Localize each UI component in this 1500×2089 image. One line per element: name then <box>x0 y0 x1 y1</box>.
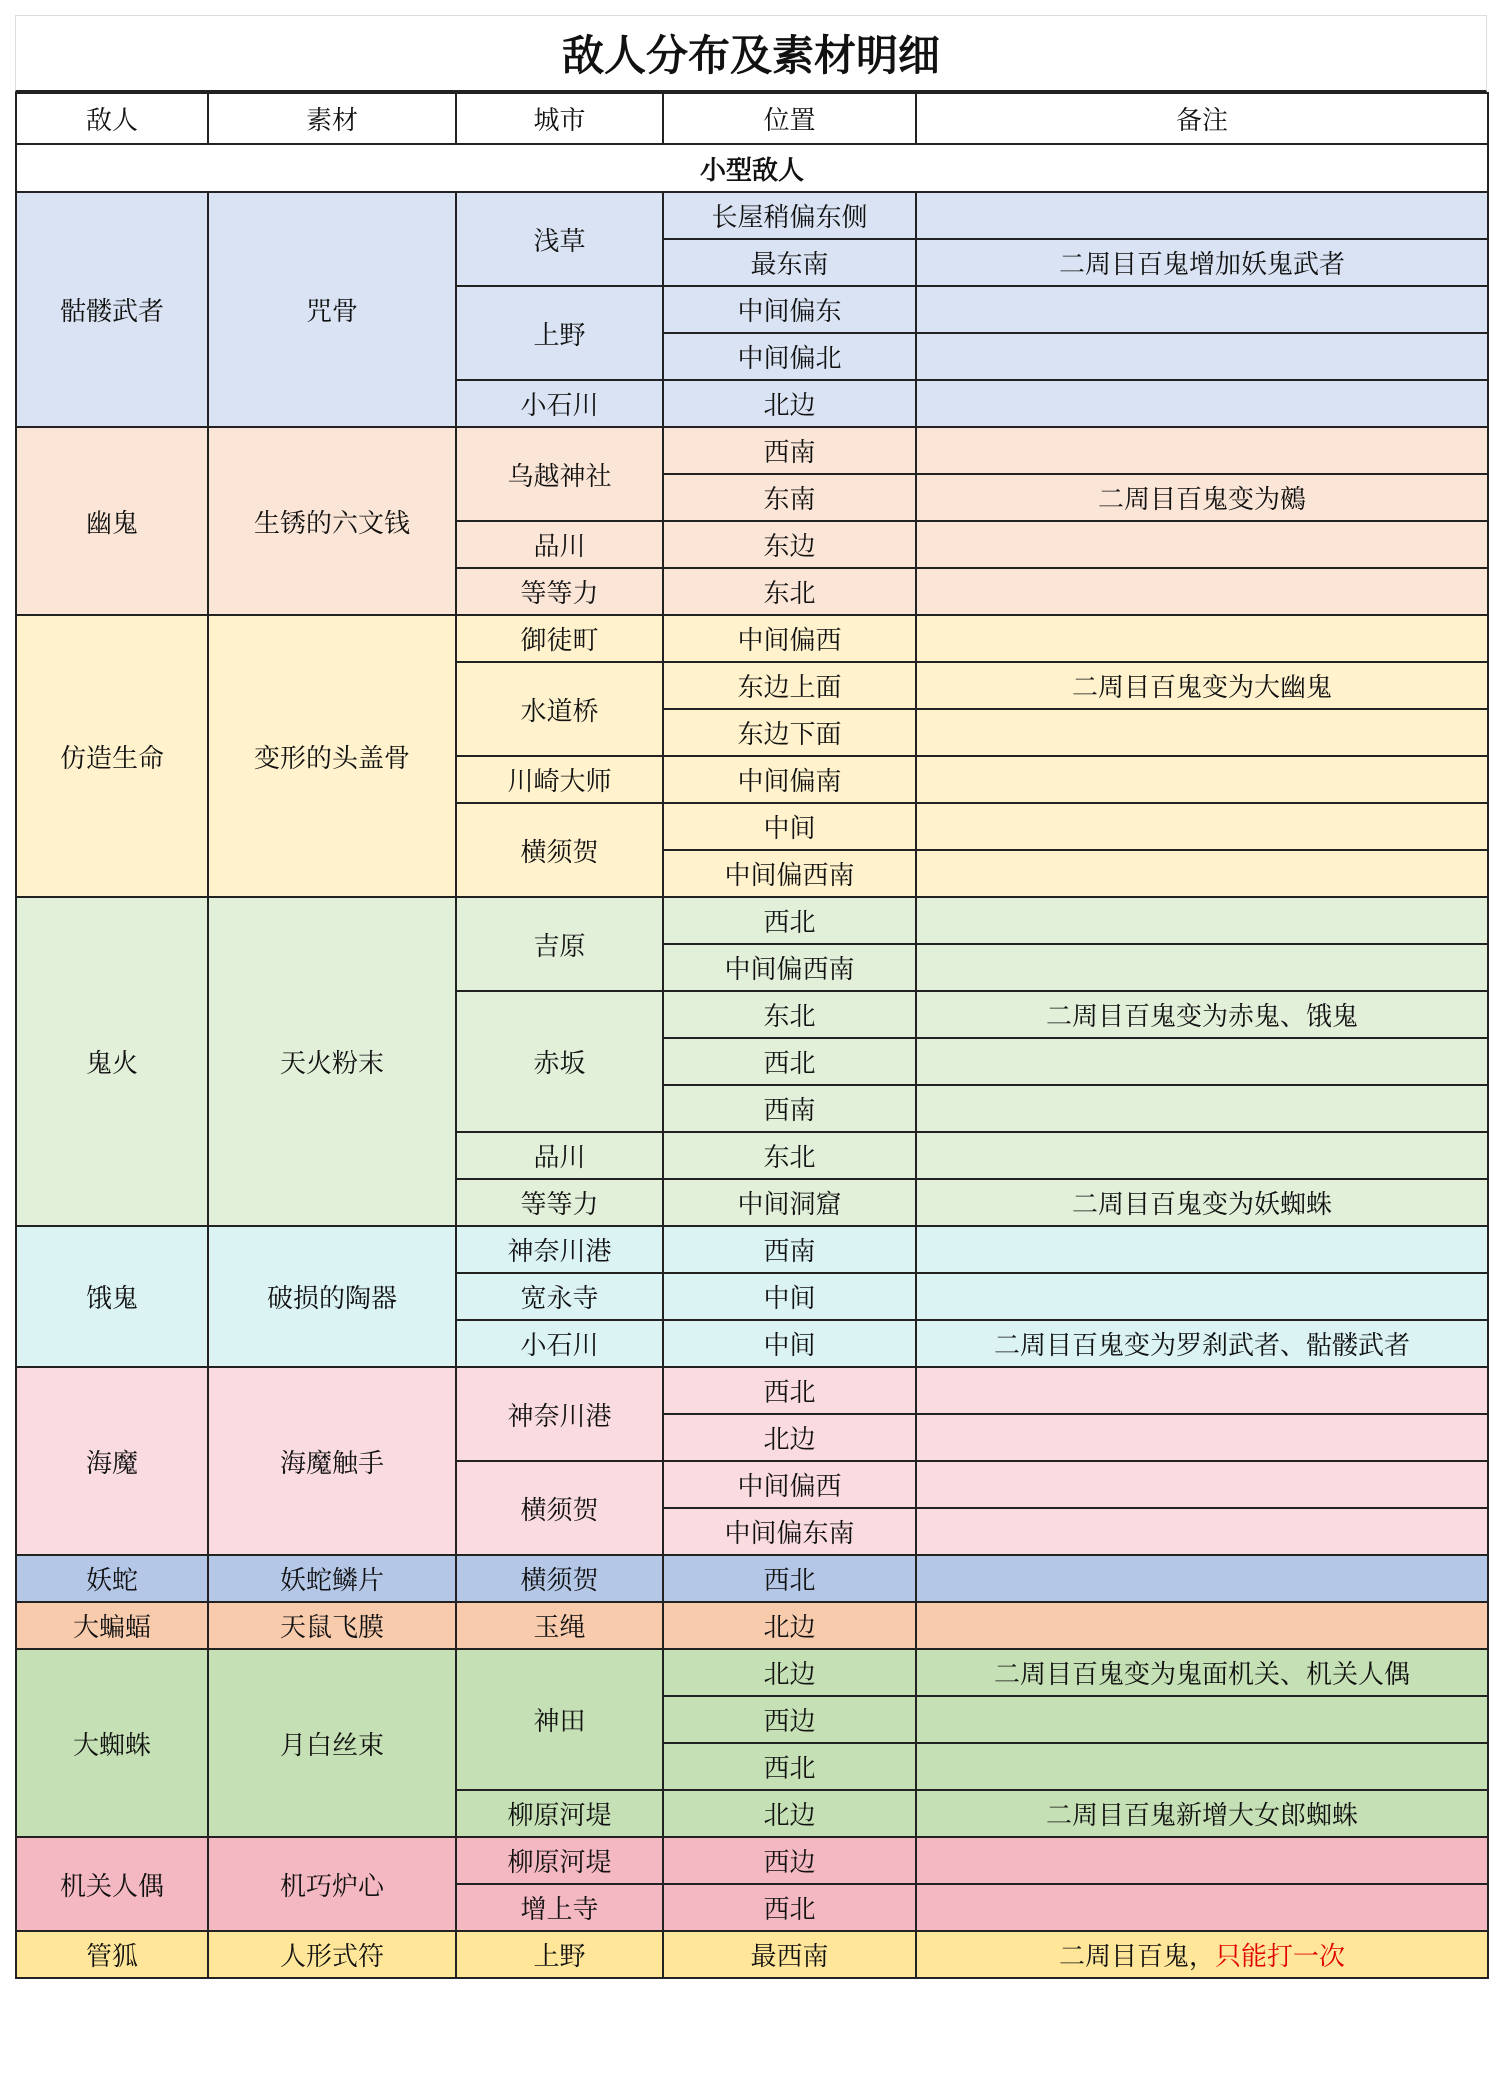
spreadsheet <box>15 15 1487 1979</box>
enemy-cell: 仿造生命 <box>16 615 208 897</box>
position-cell: 西北 <box>663 1884 916 1931</box>
enemy-cell: 妖蛇 <box>16 1555 208 1602</box>
note-cell <box>916 1555 1488 1602</box>
section-row <box>16 144 1488 192</box>
material-cell: 机巧炉心 <box>208 1837 456 1931</box>
city-cell: 横须贺 <box>456 1461 663 1555</box>
enemy-cell: 大蜘蛛 <box>16 1649 208 1837</box>
enemy-cell: 鬼火 <box>16 897 208 1226</box>
note-cell <box>916 1038 1488 1085</box>
material-cell: 天火粉末 <box>208 897 456 1226</box>
city-cell: 品川 <box>456 521 663 568</box>
note-highlight-text: 只能打一次 <box>1215 1942 1346 1972</box>
city-cell: 横须贺 <box>456 1555 663 1602</box>
enemy-cell: 幽鬼 <box>16 427 208 615</box>
material-cell: 天鼠飞膜 <box>208 1602 456 1649</box>
position-cell: 中间 <box>663 803 916 850</box>
position-cell: 东边上面 <box>663 662 916 709</box>
page-title: 敌人分布及素材明细 <box>15 15 1487 92</box>
city-cell: 小石川 <box>456 380 663 427</box>
position-cell: 中间偏北 <box>663 333 916 380</box>
city-cell: 品川 <box>456 1132 663 1179</box>
note-text: 二周目百鬼变为鵺 <box>1097 485 1306 515</box>
note-cell <box>916 1320 1488 1367</box>
enemy-cell: 机关人偶 <box>16 1837 208 1931</box>
position-cell: 中间偏西 <box>663 1461 916 1508</box>
note-cell <box>916 427 1488 474</box>
city-cell: 宽永寺 <box>456 1273 663 1320</box>
city-cell: 横须贺 <box>456 803 663 897</box>
position-cell: 中间 <box>663 1320 916 1367</box>
table-row <box>16 1602 1488 1649</box>
header-position: 位置 <box>663 93 916 144</box>
enemy-cell: 骷髅武者 <box>16 192 208 427</box>
position-cell: 中间偏南 <box>663 756 916 803</box>
note-cell <box>916 521 1488 568</box>
position-cell: 中间偏西南 <box>663 850 916 897</box>
city-cell: 神奈川港 <box>456 1367 663 1461</box>
note-text: 二周目百鬼变为鬼面机关、机关人偶 <box>993 1660 1410 1690</box>
position-cell: 长屋稍偏东侧 <box>663 192 916 239</box>
note-cell <box>916 897 1488 944</box>
enemy-cell: 管狐 <box>16 1931 208 1978</box>
table-row <box>16 1555 1488 1602</box>
position-cell: 中间偏西 <box>663 615 916 662</box>
table-row <box>16 897 1488 944</box>
position-cell: 西北 <box>663 897 916 944</box>
note-cell <box>916 1696 1488 1743</box>
note-cell <box>916 1179 1488 1226</box>
note-cell <box>916 756 1488 803</box>
note-text: 二周目百鬼， <box>1058 1942 1215 1972</box>
material-cell: 生锈的六文钱 <box>208 427 456 615</box>
note-text: 二周目百鬼新增大女郎蜘蛛 <box>1045 1801 1358 1831</box>
city-cell: 御徒町 <box>456 615 663 662</box>
city-cell: 神田 <box>456 1649 663 1790</box>
table-row <box>16 1367 1488 1414</box>
position-cell: 最西南 <box>663 1931 916 1978</box>
position-cell: 北边 <box>663 1602 916 1649</box>
note-cell <box>916 474 1488 521</box>
material-cell: 破损的陶器 <box>208 1226 456 1367</box>
note-cell <box>916 850 1488 897</box>
note-cell <box>916 333 1488 380</box>
note-cell <box>916 1837 1488 1884</box>
city-cell: 赤坂 <box>456 991 663 1132</box>
enemy-cell: 大蝙蝠 <box>16 1602 208 1649</box>
note-text: 二周目百鬼变为赤鬼、饿鬼 <box>1045 1002 1358 1032</box>
note-cell <box>916 1085 1488 1132</box>
note-cell <box>916 803 1488 850</box>
city-cell: 上野 <box>456 286 663 380</box>
note-cell <box>916 1226 1488 1273</box>
note-text: 二周目百鬼增加妖鬼武者 <box>1058 250 1345 280</box>
header-row <box>16 93 1488 144</box>
position-cell: 西边 <box>663 1837 916 1884</box>
position-cell: 中间 <box>663 1273 916 1320</box>
material-cell: 变形的头盖骨 <box>208 615 456 897</box>
note-cell <box>916 568 1488 615</box>
position-cell: 北边 <box>663 380 916 427</box>
note-cell <box>916 991 1488 1038</box>
position-cell: 中间偏西南 <box>663 944 916 991</box>
note-cell <box>916 1132 1488 1179</box>
city-cell: 乌越神社 <box>456 427 663 521</box>
city-cell: 小石川 <box>456 1320 663 1367</box>
position-cell: 中间偏东 <box>663 286 916 333</box>
position-cell: 西南 <box>663 427 916 474</box>
city-cell: 玉绳 <box>456 1602 663 1649</box>
position-cell: 中间洞窟 <box>663 1179 916 1226</box>
position-cell: 东边 <box>663 521 916 568</box>
position-cell: 西北 <box>663 1367 916 1414</box>
material-cell: 咒骨 <box>208 192 456 427</box>
note-cell <box>916 615 1488 662</box>
position-cell: 中间偏东南 <box>663 1508 916 1555</box>
city-cell: 柳原河堤 <box>456 1837 663 1884</box>
position-cell: 西南 <box>663 1085 916 1132</box>
material-cell: 月白丝束 <box>208 1649 456 1837</box>
position-cell: 最东南 <box>663 239 916 286</box>
city-cell: 浅草 <box>456 192 663 286</box>
note-cell <box>916 1743 1488 1790</box>
material-cell: 妖蛇鳞片 <box>208 1555 456 1602</box>
note-cell <box>916 286 1488 333</box>
note-cell <box>916 1790 1488 1837</box>
position-cell: 北边 <box>663 1414 916 1461</box>
note-cell <box>916 1931 1488 1978</box>
note-cell <box>916 1273 1488 1320</box>
table-row <box>16 615 1488 662</box>
position-cell: 北边 <box>663 1790 916 1837</box>
position-cell: 东北 <box>663 568 916 615</box>
city-cell: 水道桥 <box>456 662 663 756</box>
header-enemy: 敌人 <box>16 93 208 144</box>
position-cell: 北边 <box>663 1649 916 1696</box>
city-cell: 神奈川港 <box>456 1226 663 1273</box>
note-cell <box>916 1461 1488 1508</box>
city-cell: 上野 <box>456 1931 663 1978</box>
table-row <box>16 1649 1488 1696</box>
table-row <box>16 1226 1488 1273</box>
position-cell: 东南 <box>663 474 916 521</box>
note-cell <box>916 239 1488 286</box>
table-row <box>16 1931 1488 1978</box>
position-cell: 东边下面 <box>663 709 916 756</box>
position-cell: 西边 <box>663 1696 916 1743</box>
enemy-table <box>15 92 1489 1979</box>
note-text: 二周目百鬼变为妖蜘蛛 <box>1071 1190 1332 1220</box>
table-row <box>16 192 1488 239</box>
note-cell <box>916 1649 1488 1696</box>
table-row <box>16 427 1488 474</box>
city-cell: 增上寺 <box>456 1884 663 1931</box>
table-row <box>16 1837 1488 1884</box>
note-cell <box>916 1414 1488 1461</box>
material-cell: 海魔触手 <box>208 1367 456 1555</box>
note-cell <box>916 1884 1488 1931</box>
position-cell: 西北 <box>663 1555 916 1602</box>
header-note: 备注 <box>916 93 1488 144</box>
note-cell <box>916 380 1488 427</box>
enemy-cell: 饿鬼 <box>16 1226 208 1367</box>
note-cell <box>916 944 1488 991</box>
note-cell <box>916 192 1488 239</box>
position-cell: 西北 <box>663 1743 916 1790</box>
city-cell: 等等力 <box>456 568 663 615</box>
position-cell: 西北 <box>663 1038 916 1085</box>
enemy-cell: 海魔 <box>16 1367 208 1555</box>
city-cell: 吉原 <box>456 897 663 991</box>
note-text: 二周目百鬼变为罗刹武者、骷髅武者 <box>993 1331 1410 1361</box>
position-cell: 东北 <box>663 1132 916 1179</box>
city-cell: 川崎大师 <box>456 756 663 803</box>
note-cell <box>916 1602 1488 1649</box>
position-cell: 东北 <box>663 991 916 1038</box>
note-text: 二周目百鬼变为大幽鬼 <box>1071 673 1332 703</box>
city-cell: 柳原河堤 <box>456 1790 663 1837</box>
note-cell <box>916 709 1488 756</box>
material-cell: 人形式符 <box>208 1931 456 1978</box>
header-material: 素材 <box>208 93 456 144</box>
header-city: 城市 <box>456 93 663 144</box>
note-cell <box>916 1508 1488 1555</box>
position-cell: 西南 <box>663 1226 916 1273</box>
section-title: 小型敌人 <box>16 144 1488 192</box>
note-cell <box>916 662 1488 709</box>
note-cell <box>916 1367 1488 1414</box>
city-cell: 等等力 <box>456 1179 663 1226</box>
